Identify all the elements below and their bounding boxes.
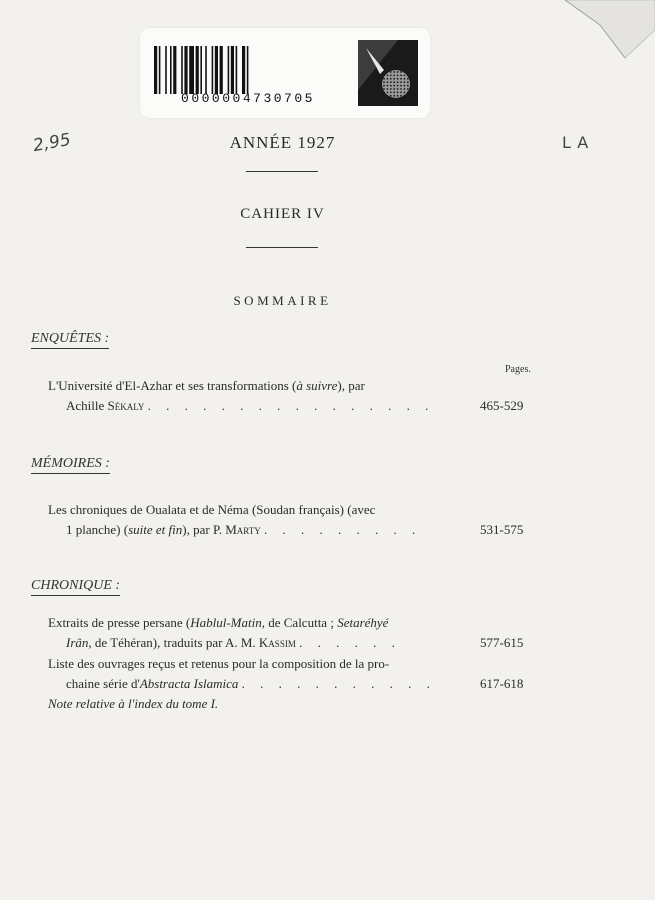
toc-entry-line <box>48 376 538 396</box>
page-range: 617-618 <box>480 676 524 691</box>
entry-text: L'Université d'El-Azhar et ses transformations ( <box>48 378 297 393</box>
library-logo-icon <box>358 40 418 106</box>
author-name: Sékaly <box>107 398 145 413</box>
entry-italic: Irân, <box>66 635 92 650</box>
leader-dots: . . . . . . <box>299 635 401 650</box>
title-divider <box>246 171 318 172</box>
entry-text: Extraits de presse persane ( <box>48 615 191 630</box>
page-range: 531-575 <box>480 522 524 537</box>
author-name: Marty <box>225 522 261 537</box>
issue-number: CAHIER IV <box>240 206 325 222</box>
handwritten-initials: LA <box>562 133 595 152</box>
entry-italic: Abstracta Islamica <box>139 676 239 691</box>
toc-entry-line <box>48 396 538 416</box>
entry-text: Les chroniques de Oualata et de Néma (Soudan français) (avec <box>48 502 376 517</box>
entry-text: ), par P. <box>182 522 226 537</box>
page-range: 577-615 <box>480 635 524 650</box>
barcode-number: 0000004730705 <box>181 91 315 106</box>
toc-entry-line <box>48 500 538 520</box>
toc-entry-line <box>48 633 538 653</box>
section-heading-chronique: CHRONIQUE : <box>31 578 120 596</box>
handwritten-number: 2,95 <box>31 129 73 157</box>
toc-entry-line <box>48 674 538 694</box>
toc-entry-line <box>48 654 538 674</box>
author-first: Achille <box>66 398 108 413</box>
page-range: 465-529 <box>480 398 524 413</box>
entry-italic: à suivre <box>296 378 338 393</box>
barcode-sticker <box>140 28 430 118</box>
toc-entry <box>48 376 538 416</box>
section-heading-enquetes: ENQUÊTES : <box>31 331 109 349</box>
leader-dots: . . . . . . . . . <box>264 522 422 537</box>
toc-entry <box>48 694 538 714</box>
entry-italic: Hablul-Matin, <box>190 615 265 630</box>
leader-dots: . . . . . . . . . . . <box>241 676 436 691</box>
toc-entry-line <box>48 520 538 540</box>
entry-italic: Note relative à l'index du tome I. <box>48 696 219 711</box>
author-name: Kassim <box>258 635 296 650</box>
toc-entry <box>48 500 538 540</box>
toc-entry <box>48 654 538 694</box>
entry-text: chaine série d' <box>66 676 140 691</box>
entry-italic: Setaréhyé <box>337 615 389 630</box>
entry-italic: suite et fin <box>128 522 183 537</box>
folded-corner <box>545 0 655 60</box>
entry-text: Liste des ouvrages reçus et retenus pour la composition de la pro- <box>48 656 390 671</box>
entry-text: ), par <box>337 378 365 393</box>
entry-text: de Téhéran), traduits par A. M. <box>91 635 259 650</box>
pages-column-label: Pages. <box>505 364 531 375</box>
toc-entry-line <box>48 694 538 714</box>
issue-divider <box>246 247 318 248</box>
section-heading-memoires: MÉMOIRES : <box>31 456 110 474</box>
page-title-year: ANNÉE 1927 <box>229 133 336 152</box>
toc-entry <box>48 613 538 653</box>
leader-dots: . . . . . . . . . . . . . . . . <box>147 398 435 413</box>
entry-text: de Calcutta ; <box>264 615 338 630</box>
toc-entry-line <box>48 613 538 633</box>
contents-heading: SOMMAIRE <box>233 293 332 308</box>
entry-text: 1 planche) ( <box>66 522 129 537</box>
